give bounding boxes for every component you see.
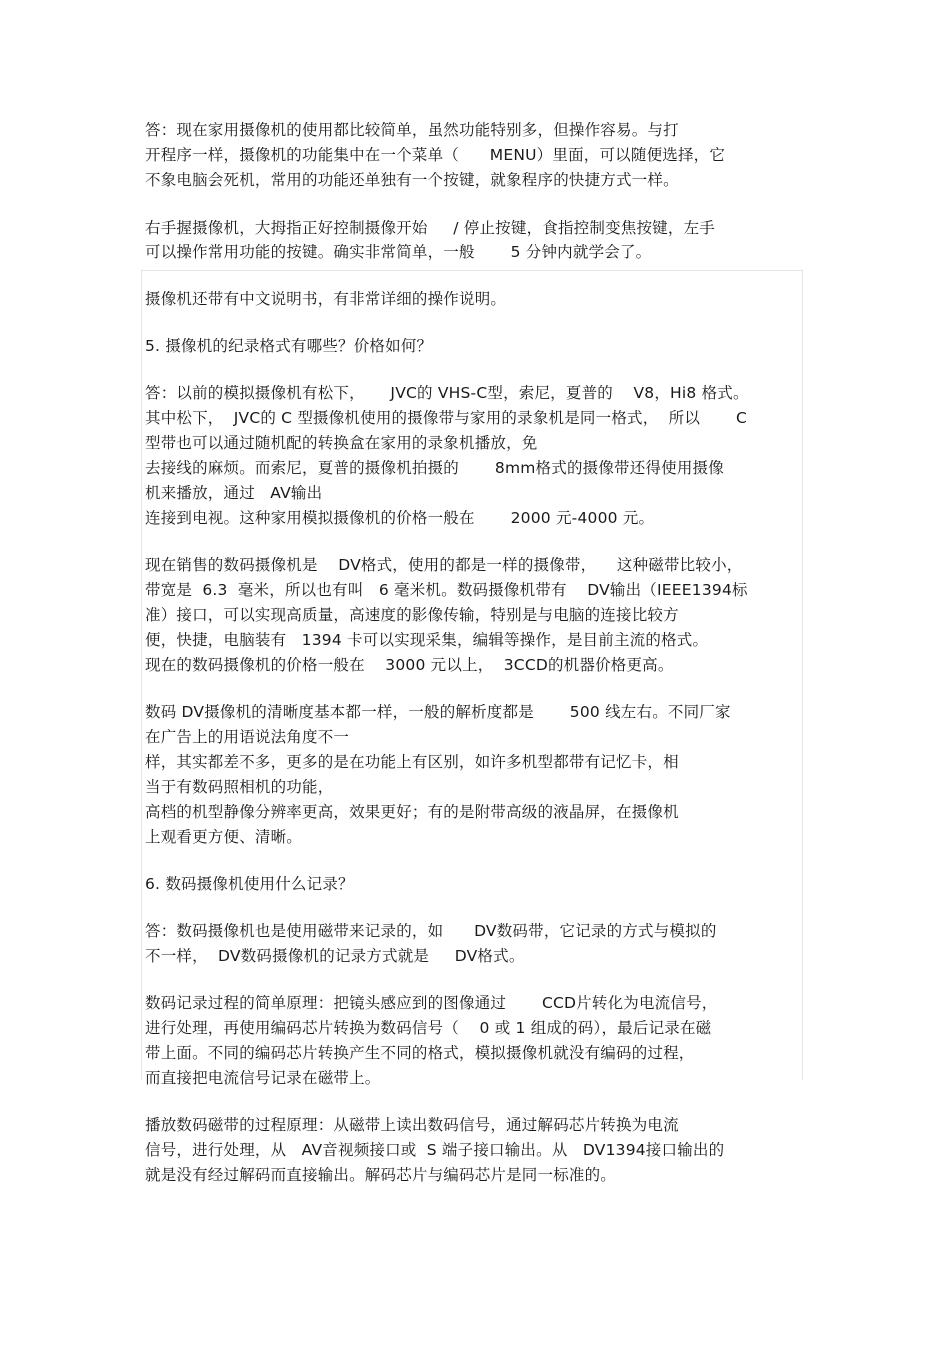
text-line: 答：数码摄像机也是使用磁带来记录的，如 DV数码带，它记录的方式与模拟的 [145, 922, 717, 940]
text-line: 播放数码磁带的过程原理：从磁带上读出数码信号，通过解码芯片转换为电流 [145, 1116, 679, 1134]
text-line: 去接线的麻烦。而索尼，夏普的摄像机拍摄的 8mm格式的摄像带还得使用摄像 [145, 459, 724, 477]
text-line: 可以操作常用功能的按键。确实非常简单，一般 5 分钟内就学会了。 [145, 243, 652, 261]
text-line: 现在销售的数码摄像机是 DV格式，使用的都是一样的摄像带， 这种磁带比较小， [145, 556, 743, 574]
text-line: 答：以前的模拟摄像机有松下， JVC的 VHS-C型，索尼，夏普的 V8，Hi8 格式。 [145, 384, 749, 402]
text-line: 样，其实都差不多，更多的是在功能上有区别，如许多机型都带有记忆卡，相 [145, 753, 679, 771]
text-line: 数码记录过程的简单原理：把镜头感应到的图像通过 CCD片转化为电流信号， [145, 994, 718, 1012]
text-line: 便，快捷，电脑装有 1394 卡可以实现采集，编辑等操作，是目前主流的格式。 [145, 631, 709, 649]
section-heading: 6. 数码摄像机使用什么记录？ [145, 875, 354, 893]
text-line: 在广告上的用语说法角度不一 [145, 728, 350, 746]
text-line: 不一样， DV数码摄像机的记录方式就是 DV格式。 [145, 947, 525, 965]
text-line: 准）接口，可以实现高质量，高速度的影像传输，特别是与电脑的连接比较方 [145, 606, 679, 624]
text-line: 上观看更方便、清晰。 [145, 828, 303, 846]
text-line: 其中松下， JVC的 C 型摄像机使用的摄像带与家用的录象机是同一格式， 所以 C [145, 409, 747, 427]
text-line: 机来播放，通过 AV输出 [145, 484, 323, 502]
text-line: 连接到电视。这种家用模拟摄像机的价格一般在 2000 元-4000 元。 [145, 509, 655, 527]
text-line: 型带也可以通过随机配的转换盒在家用的录象机播放，免 [145, 434, 538, 452]
text-line: 带上面。不同的编码芯片转换产生不同的格式，模拟摄像机就没有编码的过程， [145, 1044, 695, 1062]
text-line: 答：现在家用摄像机的使用都比较简单，虽然功能特别多，但操作容易。与打 [145, 121, 679, 139]
text-line: 就是没有经过解码而直接输出。解码芯片与编码芯片是同一标准的。 [145, 1166, 617, 1184]
text-line: 现在的数码摄像机的价格一般在 3000 元以上， 3CCD的机器价格更高。 [145, 656, 674, 674]
text-line: 高档的机型静像分辨率更高，效果更好；有的是附带高级的液晶屏，在摄像机 [145, 803, 679, 821]
text-line: 数码 DV摄像机的清晰度基本都一样，一般的解析度都是 500 线左右。不同厂家 [145, 703, 731, 721]
text-line: 带宽是 6.3 毫米，所以也有叫 6 毫米机。数码摄像机带有 DV输出（IEEE1394标 [145, 581, 748, 599]
text-line: 开程序一样，摄像机的功能集中在一个菜单（ MENU）里面，可以随便选择，它 [145, 146, 726, 164]
text-line: 进行处理，再使用编码芯片转换为数码信号（ 0 或 1 组成的码），最后记录在磁 [145, 1019, 712, 1037]
text-line: 当于有数码照相机的功能， [145, 778, 334, 796]
text-line: 摄像机还带有中文说明书，有非常详细的操作说明。 [145, 290, 507, 308]
text-line: 右手握摄像机，大拇指正好控制摄像开始 / 停止按键，食指控制变焦按键，左手 [145, 219, 715, 237]
text-line: 信号，进行处理，从 AV音视频接口或 S 端子接口输出。从 DV1394接口输出的 [145, 1141, 725, 1159]
text-line: 不象电脑会死机，常用的功能还单独有一个按键，就象程序的快捷方式一样。 [145, 171, 679, 189]
section-heading: 5. 摄像机的纪录格式有哪些？价格如何？ [145, 337, 433, 355]
text-line: 而直接把电流信号记录在磁带上。 [145, 1069, 381, 1087]
